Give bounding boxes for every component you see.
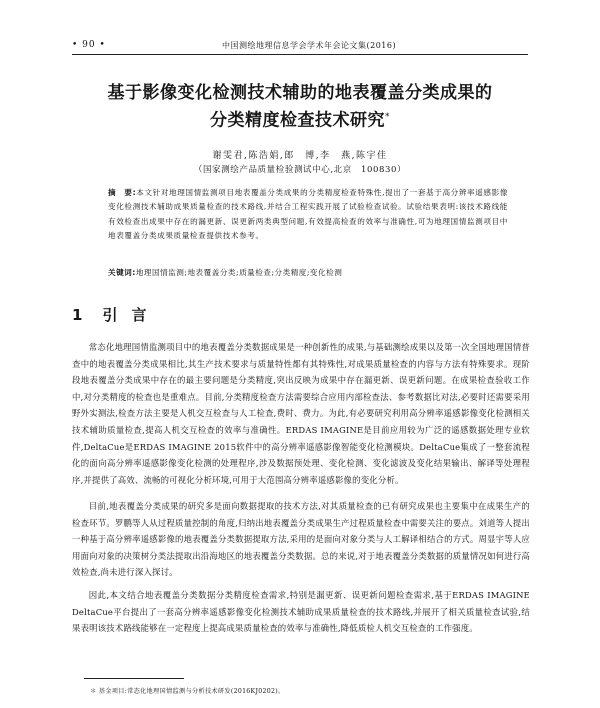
abstract-text: 本文针对地理国情监测项目地表覆盖分类成果的分类精度检查特殊性,提出了一套基于高分辨率遥感影像变化检测技术辅助成果质量检查的技术路线,并结合工程实践开展了试验检查试验。试验结果表明:该技术路线能有效检查出成果中存在的漏更新、误更新两类典型问题,有效提高检查的效率与准确性,可为地理国情监测项目中地表覆盖分类成果质量检查提供技术参考。	[108, 188, 509, 241]
section-title: 引言	[102, 306, 161, 324]
running-header-journal: 中国测绘地理信息学会学术年会论文集(2016)	[222, 41, 397, 50]
funding-footnote: ＊ 基金项目:常态化地理国情监测与分析技术研发(2016KJ0202)。	[90, 688, 285, 695]
title-footnote-marker: *	[385, 112, 390, 122]
paper-title-line-2	[60, 106, 540, 132]
footnote-rule	[84, 678, 184, 679]
header-rule	[72, 54, 528, 55]
body-paragraph: 因此,本文结合地表覆盖分类数据分类精度检查需求,特别是漏更新、误更新问题检查需求,基于ERDAS IMAGINE DeltaCue平台提出了一套高分辨率遥感影像变化检测技术辅助成果质量检查的技术路线,并展开了相关质量检查试验,结果表明该技术路线能够在一定程度上提高成果质量检查的效率与准确性,降低质检人机交互检查的工作强度。	[72, 590, 530, 634]
affiliation: （国家测绘产品质量检验测试中心,北京 100830）	[193, 165, 407, 175]
keywords	[108, 267, 528, 278]
page-number: • 90 •	[72, 40, 106, 50]
keywords-text: 地理国情监测;地表覆盖分类;质量检查;分类精度;变化检测	[135, 268, 343, 277]
section-number: 1	[72, 306, 85, 324]
paper-title-line-2-text: 分类精度检查技术研究	[210, 110, 385, 131]
abstract-label: 摘 要:	[108, 188, 137, 197]
body-paragraph: 目前,地表覆盖分类成果的研究多是面向数据提取的技术方法,对其质量检查的已有研究成果也主要集中在成果生产的检查环节。罗鹏等人从过程质量控制的角度,归纳出地表覆盖分类成果生产过程质量检查中需要关注的要点。刘道等人提出一种基于高分辨率遥感影像的地表覆盖分类数据提取方法,采用的是面向对象分类与人工解译相结合的方式。周显宇等人应用面向对象的决策树分类法提取出沿海地区的地表覆盖分类数据。总的来说,对于地表覆盖分类数据的质量情况如何进行高效检查,尚未进行深入探讨。	[72, 501, 530, 578]
section-heading	[72, 304, 160, 325]
keywords-label: 关键词:	[108, 268, 136, 277]
body-paragraph: 常态化地理国情监测项目中的地表覆盖分类数据成果是一种创新性的成果,与基础测绘成果以及第一次全国地理国情普查中的地表覆盖分类成果相比,其生产技术要求与质量特性都有其特殊性,对成果质量检查的内容与方法有特殊要求。现阶段地表覆盖分类成果中存在的最主要问题是分类精度,突出反映为成果中存在漏更新、误更新问题。在成果检查验收工作中,对分类精度的检查也是重难点。目前,分类精度检查方法需要综合应用内部检查法、参考数据比对法,必要时还需要采用野外实测法,检查方法主要是人机交互检查与人工检查,费时、费力。为此,有必要研究利用高分辨率遥感影像变化检测相关技术辅助质量检查,提高人机交互检查的效率与准确性。ERDAS IMAGINE是目前应用较为广泛的遥感数据处理专业软件,DeltaCue是ERDAS IMAGINE 2015软件中的高分辨率遥感影像智能变化检测模块。DeltaCue集成了一整套流程化的面向高分辨率遥感影像变化检测的处理程序,涉及数据预处理、变化检测、变化滤波及变化结果输出、解译等处理程序,并提供了高效、流畅的可视化分析环境,可用于大范围高分辨率遥感影像的变化分析。	[72, 342, 530, 485]
author-list: 谢雯君,陈浩娟,郎 博,李 燕,陈宇佳	[212, 151, 388, 161]
paper-title-line-1: 基于影像变化检测技术辅助的地表覆盖分类成果的	[107, 83, 493, 103]
abstract	[108, 186, 508, 244]
